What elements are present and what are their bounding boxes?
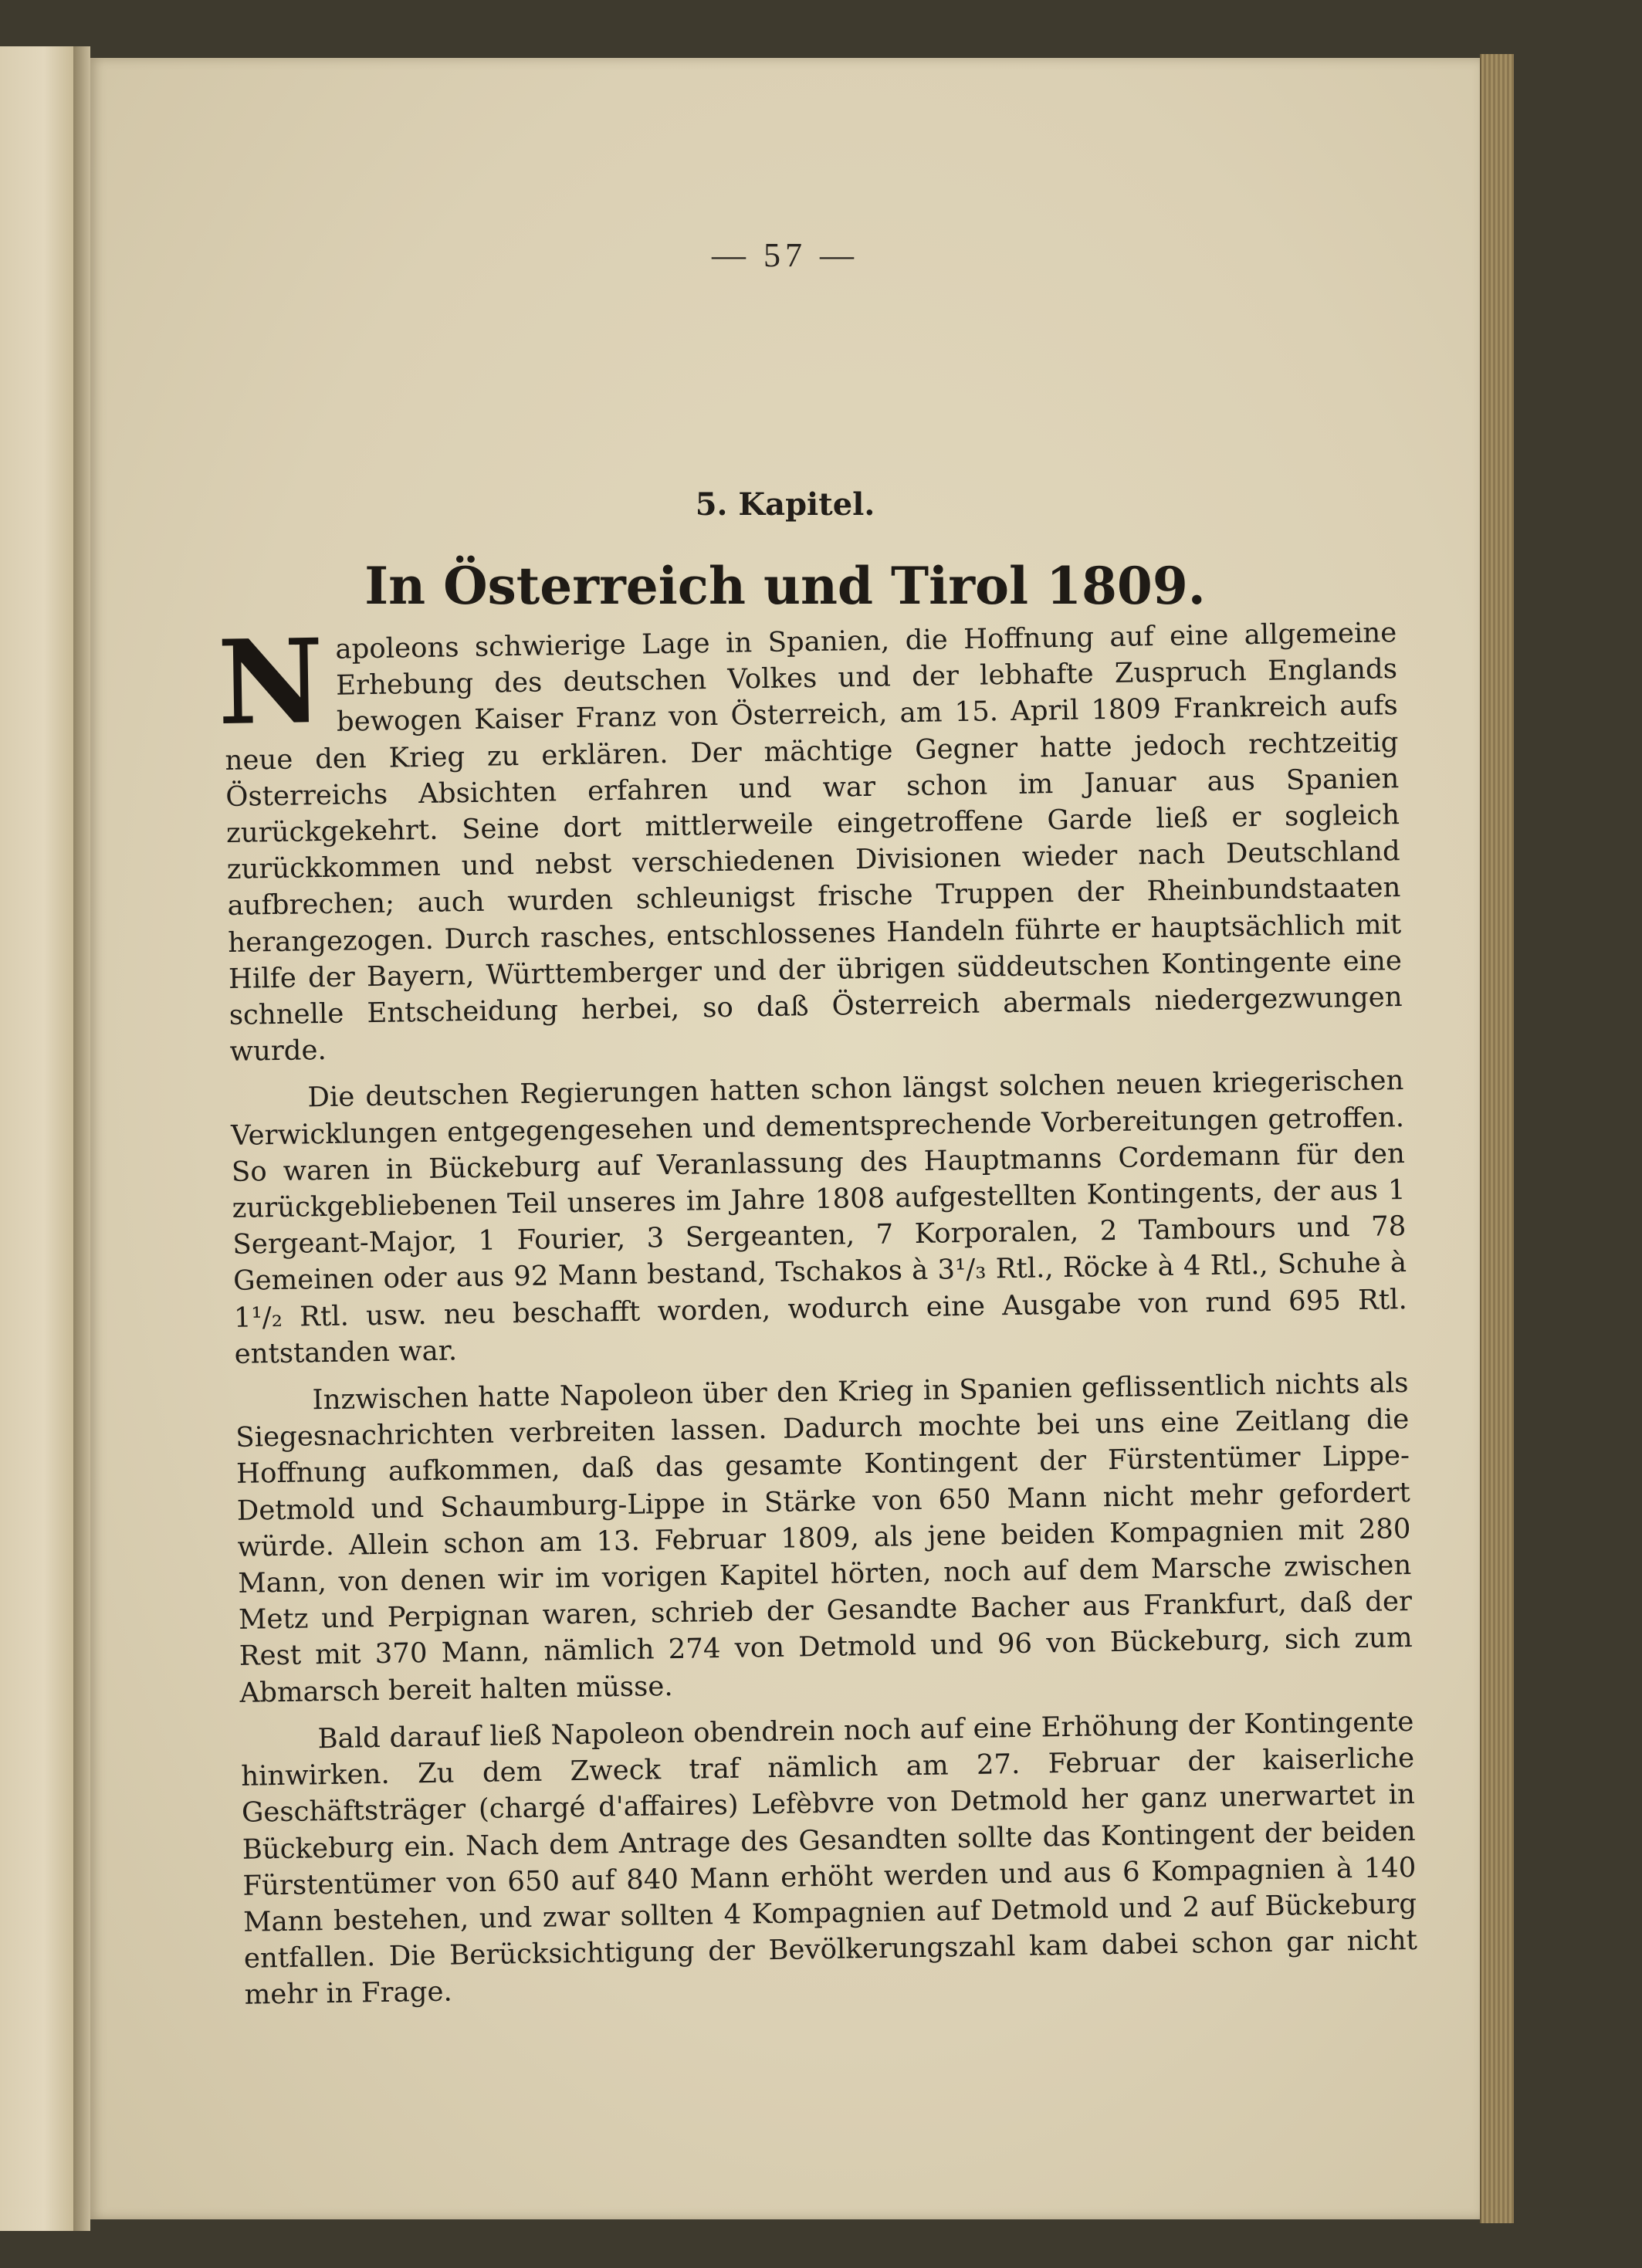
book-page — [90, 58, 1480, 2219]
body-text — [216, 613, 1418, 2024]
chapter-label: 5. Kapitel. — [695, 486, 875, 523]
page-number: — 57 — — [712, 236, 858, 274]
drop-cap-initial: N — [216, 613, 325, 752]
book-gutter — [73, 46, 90, 2231]
paragraph-1 — [216, 613, 1403, 1070]
book-cover-edge — [1480, 54, 1514, 2223]
chapter-title: In Österreich und Tirol 1809. — [364, 556, 1206, 616]
paragraph-1-text: apoleons schwierige Lage in Spanien, die Hoffnung auf eine allgemeine Erhebung des deutschen Volkes und der lebhafte Zuspruch Englands bewogen Kaiser Franz von Österreich, am 15. April 1809 Frankreich aufs neue den Krieg zu erklären. Der mächtige Gegner hatte jedoch rechtzeitig Österreichs Absichten erfahren und war schon im Januar aus Spanien zurückgekehrt. Seine dort mittlerweile eingetroffene Garde ließ er sogleich zurückkommen und nebst verschiedenen Divisionen wieder nach Deutschland aufbrechen; auch wurden schleunigst frische Truppen der Rheinbundstaaten herangezogen. Durch rasches, entschlossenes Handeln führte er hauptsächlich mit Hilfe der Bayern, Württemberger und der übrigen süddeutschen Kontingente eine schnelle Entscheidung herbei, so daß Österreich abermals niedergezwungen wurde. — [225, 617, 1403, 1068]
paragraph-4: Bald darauf ließ Napoleon obendrein noch auf eine Erhöhung der Kontingente hinwirken. Zu dem Zweck traf nämlich am 27. Februar der kaiserliche Geschäftsträger (chargé d'affaires) Lefèbvre von Detmold her ganz unerwartet in Bückeburg ein. Nach dem Antrage des Gesandten sollte das Kontingent der beiden Fürstentümer von 650 auf 840 Mann erhöht werden und aus 6 Kompagnien à 140 Mann bestehen, und zwar sollten 4 Kompagnien auf Detmold und 2 auf Bückeburg entfallen. Die Berücksichtigung der Bevölkerungszahl kam dabei schon gar nicht mehr in Frage. — [240, 1705, 1418, 2012]
paragraph-2: Die deutschen Regierungen hatten schon längst solchen neuen kriegerischen Verwicklungen entgegengesehen und dementsprechende Vorbereitungen getroffen. So waren in Bückeburg auf Veranlassung des Hauptmanns Cordemann für den zurückgebliebenen Teil unseres im Jahre 1808 aufgestellten Kontingents, der aus 1 Sergeant-Major, 1 Fourier, 3 Sergeanten, 7 Korporalen, 2 Tambours und 78 Gemeinen oder aus 92 Mann bestand, Tschakos à 3¹/₃ Rtl., Röcke à 4 Rtl., Schuhe à 1¹/₂ Rtl. usw. neu beschafft worden, wodurch eine Ausgabe von rund 695 Rtl. entstanden war. — [230, 1065, 1408, 1370]
paragraph-3: Inzwischen hatte Napoleon über den Krieg in Spanien geflissentlich nichts als Siegesnachrichten verbreiten lassen. Dadurch mochte bei uns eine Zeitlang die Hoffnung aufkommen, daß das gesamte Kontingent der Fürstentümer Lippe-Detmold und Schaumburg-Lippe in Stärke von 650 Mann nicht mehr gefordert würde. Allein schon am 13. Februar 1809, als jene beiden Kompagnien mit 280 Mann, von denen wir im vorigen Kapitel hörten, noch auf dem Marsche zwischen Metz und Perpignan waren, schrieb der Gesandte Bacher aus Frankfurt, daß der Rest mit 370 Mann, nämlich 274 von Detmold und 96 von Bückeburg, sich zum Abmarsch bereit halten müsse. — [235, 1367, 1413, 1709]
left-page-edge — [0, 46, 75, 2231]
